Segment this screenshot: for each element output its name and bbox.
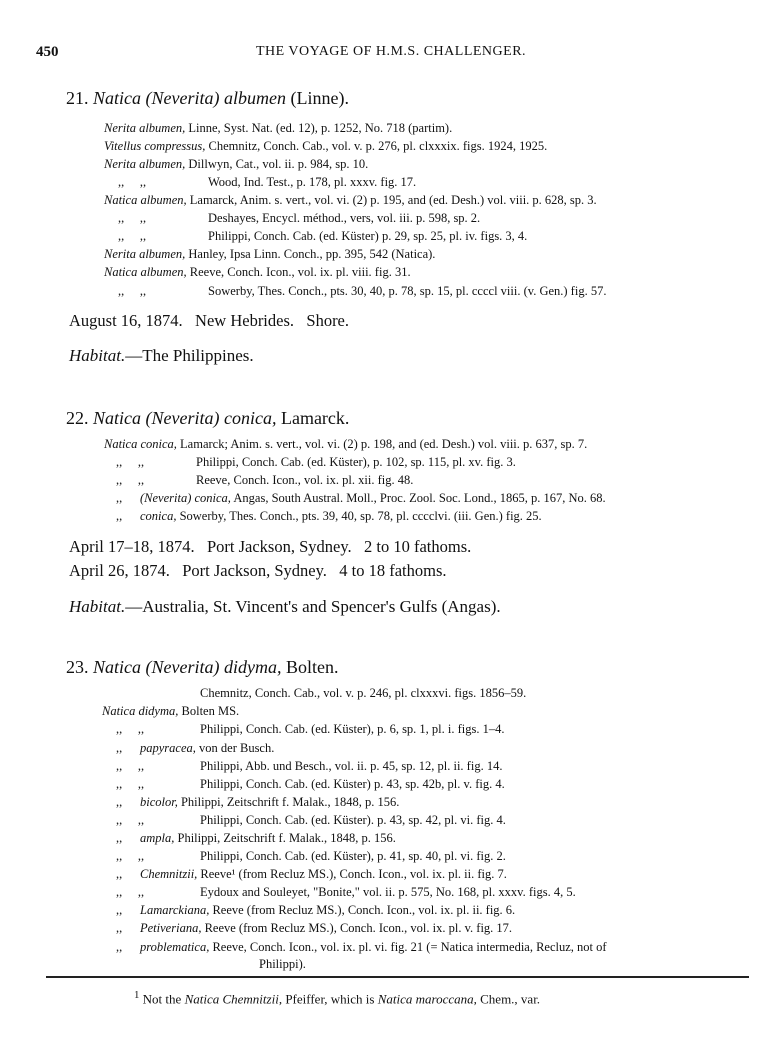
synonym-reference: Deshayes, Encycl. méthod., vers, vol. iii. p. 598, sp. 2. bbox=[208, 211, 481, 225]
synonym-reference: Philippi, Conch. Cab. (ed. Küster) p. 29, sp. 25, pl. iv. figs. 3, 4. bbox=[208, 229, 528, 243]
synonym-row bbox=[200, 686, 526, 701]
species-subgenus: (Neverita) bbox=[145, 657, 220, 677]
synonym-name: Natica didyma, bbox=[102, 704, 179, 718]
synonym-row bbox=[116, 759, 502, 774]
footnote-mark: 1 bbox=[134, 989, 140, 1001]
synonym-row bbox=[116, 813, 506, 828]
synonym-name: Nerita albumen, bbox=[104, 121, 186, 135]
synonym-row bbox=[104, 247, 435, 262]
synonym-row bbox=[116, 940, 607, 955]
synonym-name: Petiveriana, bbox=[140, 921, 202, 935]
synonym-name: ampla, bbox=[140, 831, 175, 845]
species-author: Bolten. bbox=[285, 657, 339, 677]
synonym-reference: Sowerby, Thes. Conch., pts. 30, 40, p. 78, sp. 15, pl. ccccl viii. (v. Gen.) fig. 57. bbox=[208, 284, 607, 298]
synonym-name: papyracea, bbox=[140, 741, 196, 755]
synonym-row bbox=[116, 867, 507, 882]
footnote-text-post: Chem., var. bbox=[476, 991, 541, 1007]
synonym-name: Natica albumen, bbox=[104, 193, 187, 207]
habitat-line bbox=[69, 597, 501, 617]
synonym-reference: Angas, South Austral. Moll., Proc. Zool. Soc. Lond., 1865, p. 167, No. 68. bbox=[233, 491, 606, 505]
synonym-name: bicolor, bbox=[140, 795, 178, 809]
habitat-line bbox=[69, 346, 254, 366]
synonym-row bbox=[116, 921, 512, 936]
synonym-row bbox=[118, 211, 480, 226]
synonym-row bbox=[116, 903, 515, 918]
synonym-name: Nerita albumen, bbox=[104, 157, 186, 171]
ditto-mark: ,, bbox=[116, 903, 123, 917]
synonym-reference: von der Busch. bbox=[199, 741, 275, 755]
station-record: April 17–18, 1874. Port Jackson, Sydney. 2 to 10 fathoms. bbox=[69, 537, 472, 556]
synonym-reference: Lamarck; Anim. s. vert., vol. vi. (2) p. 198, and (ed. Desh.) vol. viii. p. 637, sp. 7. bbox=[180, 437, 588, 451]
footnote-text-pre: Not the bbox=[142, 991, 185, 1007]
ditto-mark: ,, ,, bbox=[116, 722, 145, 736]
ditto-mark: ,, ,, bbox=[118, 175, 147, 189]
synonym-row bbox=[116, 831, 396, 846]
synonym-row bbox=[104, 437, 587, 452]
synonym-row bbox=[104, 193, 597, 208]
species-genus: Natica bbox=[93, 88, 141, 108]
synonym-name: (Neverita) conica, bbox=[140, 491, 231, 505]
synonym-name: Lamarckiana, bbox=[140, 903, 210, 917]
synonym-reference: Eydoux and Souleyet, "Bonite," vol. ii. p. 575, No. 168, pl. xxxv. figs. 4, 5. bbox=[200, 885, 576, 899]
synonym-reference: Reeve (from Recluz MS.), Conch. Icon., vol. ix. pl. ii. fig. 6. bbox=[212, 903, 516, 917]
synonym-row bbox=[104, 157, 368, 172]
ditto-mark: ,, ,, bbox=[118, 284, 147, 298]
ditto-mark: ,, bbox=[116, 831, 123, 845]
habitat-text: —Australia, St. Vincent's and Spencer's Gulfs (Angas). bbox=[125, 597, 501, 616]
synonym-name: Chemnitzii, bbox=[140, 867, 198, 881]
synonym-row bbox=[104, 139, 547, 154]
synonym-reference: Reeve, Conch. Icon., vol. ix. pl. viii. fig. 31. bbox=[189, 265, 411, 279]
ditto-mark: ,, ,, bbox=[116, 777, 145, 791]
footnote-text-mid: Pfeiffer, which is bbox=[282, 991, 378, 1007]
synonym-row bbox=[116, 849, 506, 864]
synonym-reference: Philippi, Conch. Cab. (ed. Küster) p. 43, sp. 42b, pl. v. fig. 4. bbox=[200, 777, 505, 791]
species-number: 22. bbox=[66, 408, 89, 428]
synonym-row bbox=[116, 473, 413, 488]
synonym-reference: Philippi, Abb. und Besch., vol. ii. p. 45, sp. 12, pl. ii. fig. 14. bbox=[200, 759, 503, 773]
ditto-mark: ,, ,, bbox=[116, 813, 145, 827]
synonym-row bbox=[116, 795, 399, 810]
synonym-name: Nerita albumen, bbox=[104, 247, 186, 261]
habitat-label: Habitat. bbox=[69, 346, 126, 365]
species-subgenus: (Neverita) bbox=[145, 88, 220, 108]
species-epithet: didyma, bbox=[223, 657, 282, 677]
species-epithet: conica, bbox=[223, 408, 277, 428]
station-record: April 26, 1874. Port Jackson, Sydney. 4 to 18 fathoms. bbox=[69, 561, 447, 580]
ditto-mark: ,, ,, bbox=[116, 759, 145, 773]
synonym-reference: Philippi, Conch. Cab. (ed. Küster). p. 43, sp. 42, pl. vi. fig. 4. bbox=[200, 813, 506, 827]
station-record: August 16, 1874. New Hebrides. Shore. bbox=[69, 311, 350, 330]
synonym-row bbox=[118, 175, 416, 190]
synonym-reference: Sowerby, Thes. Conch., pts. 39, 40, sp. 78, pl. cccclvi. (iii. Gen.) fig. 25. bbox=[179, 509, 542, 523]
ditto-mark: ,, bbox=[116, 867, 123, 881]
synonym-reference: Hanley, Ipsa Linn. Conch., pp. 395, 542 (Natica). bbox=[188, 247, 436, 261]
synonym-reference: Philippi, Conch. Cab. (ed. Küster), p. 41, sp. 40, pl. vi. fig. 2. bbox=[200, 849, 506, 863]
ditto-mark: ,, bbox=[116, 491, 123, 505]
synonym-reference: Chemnitz, Conch. Cab., vol. v. p. 246, pl. clxxxvi. figs. 1856–59. bbox=[200, 686, 527, 700]
ditto-mark: ,, ,, bbox=[116, 455, 145, 469]
synonym-row bbox=[116, 741, 274, 756]
habitat-text: —The Philippines. bbox=[125, 346, 254, 365]
synonym-row bbox=[104, 121, 452, 136]
synonym-reference: Chemnitz, Conch. Cab., vol. v. p. 276, pl. clxxxix. figs. 1924, 1925. bbox=[208, 139, 548, 153]
synonym-reference: Reeve¹ (from Recluz MS.), Conch. Icon., vol. ix. pl. ii. fig. 7. bbox=[200, 867, 507, 881]
synonym-row bbox=[118, 284, 606, 299]
footnote-italic-2: Natica maroccana, bbox=[377, 991, 477, 1007]
synonym-reference: Reeve, Conch. Icon., vol. ix. pl. vi. fig. 21 (= Natica intermedia, Recluz, not of bbox=[212, 940, 607, 954]
ditto-mark: ,, bbox=[116, 921, 123, 935]
page-number: 450 bbox=[36, 44, 59, 60]
synonym-row bbox=[104, 265, 411, 280]
ditto-mark: ,, ,, bbox=[116, 885, 145, 899]
species-number: 21. bbox=[66, 88, 89, 108]
synonym-reference: Dillwyn, Cat., vol. ii. p. 984, sp. 10. bbox=[188, 157, 369, 171]
ditto-mark: ,, bbox=[116, 741, 123, 755]
synonym-name: Natica conica, bbox=[104, 437, 177, 451]
habitat-label: Habitat. bbox=[69, 597, 126, 616]
synonym-reference: Philippi, Zeitschrift f. Malak., 1848, p. 156. bbox=[177, 831, 396, 845]
synonym-reference: Philippi). bbox=[259, 957, 306, 971]
synonym-name: conica, bbox=[140, 509, 177, 523]
synonym-row bbox=[116, 509, 542, 524]
ditto-mark: ,, ,, bbox=[118, 211, 147, 225]
ditto-mark: ,, bbox=[116, 509, 123, 523]
footnote-italic-1: Natica Chemnitzii, bbox=[184, 991, 283, 1007]
synonym-reference: Bolten MS. bbox=[181, 704, 240, 718]
synonym-row bbox=[102, 704, 239, 719]
ditto-mark: ,, ,, bbox=[116, 849, 145, 863]
synonym-name: problematica, bbox=[140, 940, 210, 954]
species-number: 23. bbox=[66, 657, 89, 677]
running-header bbox=[36, 44, 746, 64]
species-epithet: albumen bbox=[223, 88, 286, 108]
synonym-row bbox=[118, 229, 527, 244]
ditto-mark: ,, bbox=[116, 940, 123, 954]
species-heading bbox=[66, 408, 349, 429]
ditto-mark: ,, ,, bbox=[118, 229, 147, 243]
species-heading bbox=[66, 88, 349, 109]
footnote bbox=[134, 989, 540, 1007]
synonym-row bbox=[259, 957, 306, 972]
synonym-row bbox=[116, 777, 505, 792]
synonym-reference: Lamarck, Anim. s. vert., vol. vi. (2) p. 195, and (ed. Desh.) vol. viii. p. 628, sp. 3. bbox=[189, 193, 597, 207]
synonym-row bbox=[116, 885, 576, 900]
species-genus: Natica bbox=[93, 408, 141, 428]
synonym-reference: Reeve, Conch. Icon., vol. ix. pl. xii. fig. 48. bbox=[196, 473, 414, 487]
species-genus: Natica bbox=[93, 657, 141, 677]
synonym-row bbox=[116, 455, 516, 470]
synonym-name: Natica albumen, bbox=[104, 265, 187, 279]
synonym-reference: Wood, Ind. Test., p. 178, pl. xxxv. fig. 17. bbox=[208, 175, 417, 189]
ditto-mark: ,, ,, bbox=[116, 473, 145, 487]
species-subgenus: (Neverita) bbox=[145, 408, 220, 428]
running-title: THE VOYAGE OF H.M.S. CHALLENGER. bbox=[255, 44, 527, 59]
synonym-row bbox=[116, 491, 606, 506]
synonym-row bbox=[116, 722, 505, 737]
synonym-reference: Philippi, Zeitschrift f. Malak., 1848, p. 156. bbox=[180, 795, 400, 809]
synonym-reference: Reeve (from Recluz MS.), Conch. Icon., vol. ix. pl. v. fig. 17. bbox=[204, 921, 513, 935]
ditto-mark: ,, bbox=[116, 795, 123, 809]
synonym-reference: Philippi, Conch. Cab. (ed. Küster), p. 102, sp. 115, pl. xv. fig. 3. bbox=[196, 455, 516, 469]
species-heading bbox=[66, 657, 338, 678]
synonym-reference: Linne, Syst. Nat. (ed. 12), p. 1252, No. 718 (partim). bbox=[188, 121, 453, 135]
synonym-name: Vitellus compressus, bbox=[104, 139, 206, 153]
footnote-rule bbox=[46, 976, 749, 978]
species-author: Lamarck. bbox=[280, 408, 350, 428]
synonym-reference: Philippi, Conch. Cab. (ed. Küster), p. 6, sp. 1, pl. i. figs. 1–4. bbox=[200, 722, 505, 736]
species-author: (Linne). bbox=[290, 88, 349, 108]
